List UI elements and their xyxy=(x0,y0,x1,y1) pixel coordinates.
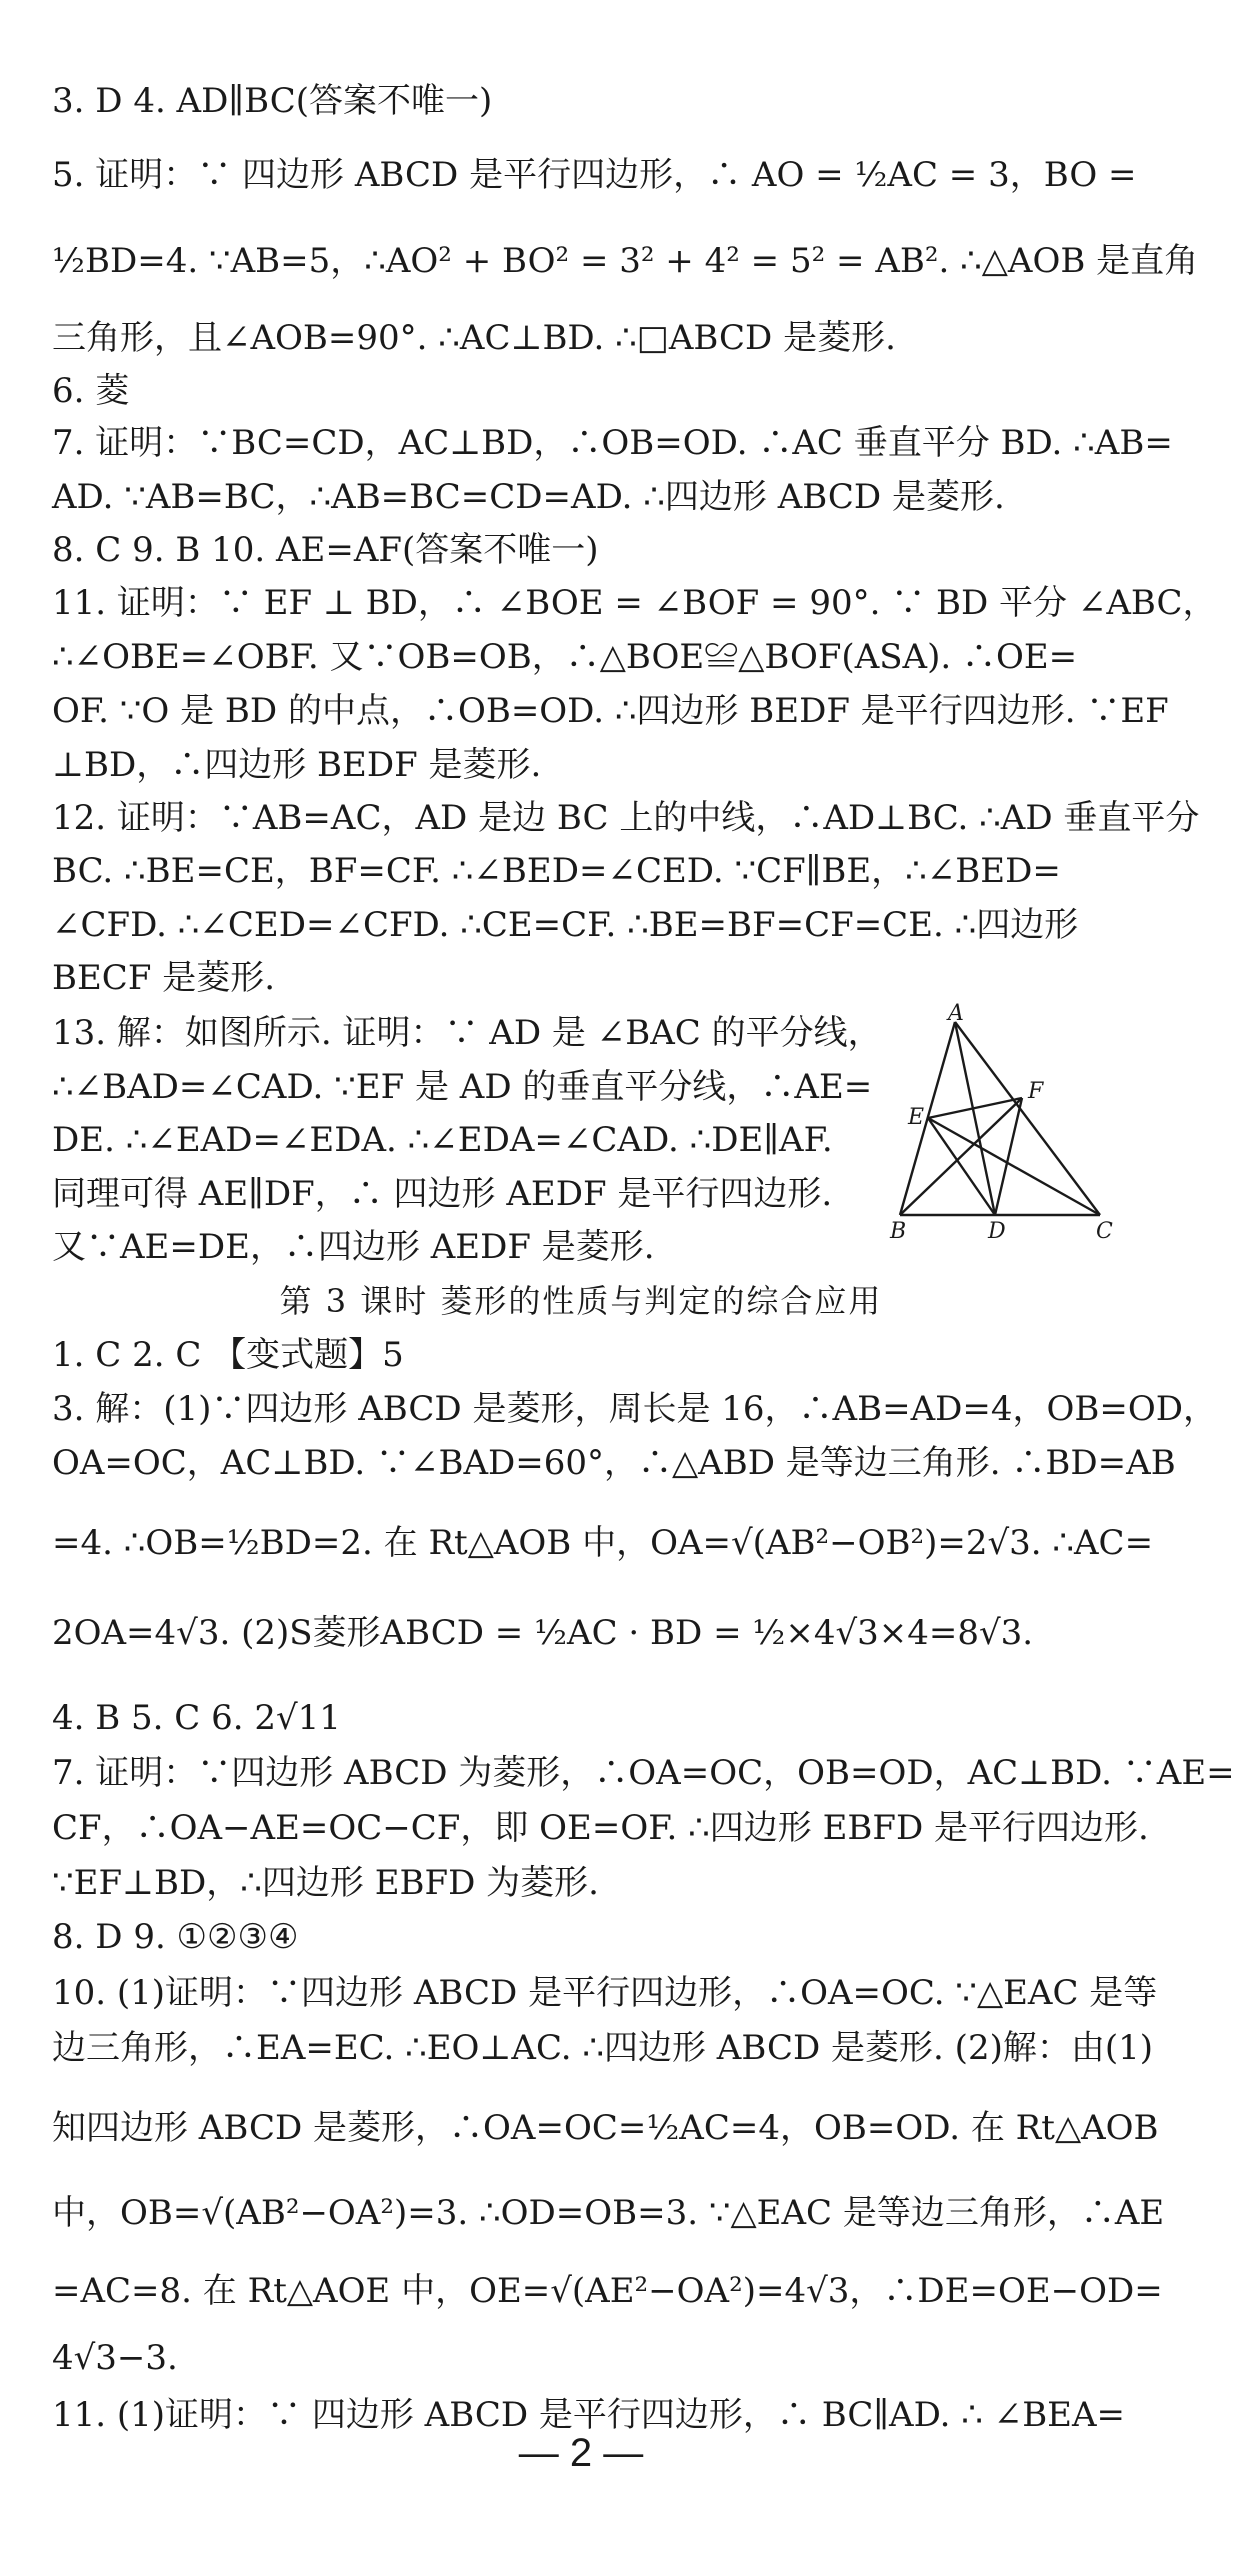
text-line: 同理可得 AE∥DF，∴ 四边形 AEDF 是平行四边形. xyxy=(52,1174,833,1214)
triangle-figure xyxy=(890,1001,1130,1244)
text-line: =AC=8. 在 Rt△AOE 中，OE=√(AE²−OA²)=4√3，∴DE=OE−OD= xyxy=(52,2271,1163,2311)
label-c: C xyxy=(1096,1219,1113,1244)
text-line: ½BD=4. ∵AB=5，∴AO² + BO² = 3² + 4² = 5² = AB². ∴△AOB 是直角 xyxy=(52,241,1199,281)
text-line: 4. B 5. C 6. 2√11 xyxy=(52,1698,341,1738)
text-line: 知四边形 ABCD 是菱形，∴OA=OC=½AC=4，OB=OD. 在 Rt△AOB xyxy=(52,2108,1159,2148)
text-line: 又∵AE=DE，∴四边形 AEDF 是菱形. xyxy=(52,1227,655,1267)
text-line: 6. 菱 xyxy=(52,371,130,411)
label-a: A xyxy=(948,1001,964,1026)
text-line: 4√3−3. xyxy=(52,2338,178,2378)
page-number: — 2 — xyxy=(518,2431,644,2475)
text-line: AD. ∵AB=BC，∴AB=BC=CD=AD. ∴四边形 ABCD 是菱形. xyxy=(52,477,1005,517)
segment-ac xyxy=(955,1022,1100,1215)
text-line: 11. (1)证明：∵ 四边形 ABCD 是平行四边形，∴ BC∥AD. ∴ ∠BEA= xyxy=(52,2395,1126,2435)
text-line: 7. 证明：∵四边形 ABCD 为菱形，∴OA=OC，OB=OD，AC⊥BD. ∵AE= xyxy=(52,1753,1235,1793)
text-line: 10. (1)证明：∵四边形 ABCD 是平行四边形，∴OA=OC. ∵△EAC 是等 xyxy=(52,1973,1158,2013)
text-line: 13. 解：如图所示. 证明：∵ AD 是 ∠BAC 的平分线， xyxy=(52,1013,882,1053)
text-line: ∴∠BAD=∠CAD. ∵EF 是 AD 的垂直平分线，∴AE= xyxy=(52,1067,873,1107)
text-line: ⊥BD，∴四边形 BEDF 是菱形. xyxy=(52,745,542,785)
text-line: OA=OC，AC⊥BD. ∵∠BAD=60°，∴△ABD 是等边三角形. ∴BD=AB xyxy=(52,1443,1176,1483)
text-line: 边三角形，∴EA=EC. ∴EO⊥AC. ∴四边形 ABCD 是菱形. (2)解：由(1) xyxy=(52,2028,1153,2068)
text-line: 3. D 4. AD∥BC(答案不唯一) xyxy=(52,81,493,121)
text-line: DE. ∴∠EAD=∠EDA. ∴∠EDA=∠CAD. ∴DE∥AF. xyxy=(52,1120,833,1160)
text-line: ∴∠OBE=∠OBF. 又∵OB=OB，∴△BOE≌△BOF(ASA). ∴OE= xyxy=(52,637,1078,677)
text-line: 三角形，且∠AOB=90°. ∴AC⊥BD. ∴□ABCD 是菱形. xyxy=(52,318,896,358)
text-line: OF. ∵O 是 BD 的中点，∴OB=OD. ∴四边形 BEDF 是平行四边形. ∵EF xyxy=(52,691,1169,731)
section-heading: 第 3 课时 菱形的性质与判定的综合应用 xyxy=(279,1282,883,1320)
text-line: ∠CFD. ∴∠CED=∠CFD. ∴CE=CF. ∴BE=BF=CF=CE. ∴四边形 xyxy=(52,905,1079,945)
text-line: 8. C 9. B 10. AE=AF(答案不唯一) xyxy=(52,530,599,570)
label-d: D xyxy=(988,1219,1006,1244)
text-line: 2OA=4√3. (2)S菱形ABCD = ½AC · BD = ½×4√3×4=8√3. xyxy=(52,1613,1034,1653)
text-line: =4. ∴OB=½BD=2. 在 Rt△AOB 中，OA=√(AB²−OB²)=2√3. ∴AC= xyxy=(52,1523,1154,1563)
text-line: 中，OB=√(AB²−OA²)=3. ∴OD=OB=3. ∵△EAC 是等边三角形，∴AE xyxy=(52,2193,1165,2233)
text-line: 11. 证明：∵ EF ⊥ BD，∴ ∠BOE = ∠BOF = 90°. ∵ BD 平分 ∠ABC， xyxy=(52,583,1217,623)
text-line: ∵EF⊥BD，∴四边形 EBFD 为菱形. xyxy=(52,1863,599,1903)
segment-fd xyxy=(995,1098,1022,1215)
text-line: CF，∴OA−AE=OC−CF，即 OE=OF. ∴四边形 EBFD 是平行四边形. xyxy=(52,1808,1149,1848)
text-line: 12. 证明：∵AB=AC，AD 是边 BC 上的中线，∴AD⊥BC. ∴AD 垂直平分 xyxy=(52,798,1200,838)
text-line: BC. ∴BE=CE，BF=CF. ∴∠BED=∠CED. ∵CF∥BE，∴∠BED= xyxy=(52,851,1061,891)
text-line: 3. 解：(1)∵四边形 ABCD 是菱形，周长是 16，∴AB=AD=4，OB=OD， xyxy=(52,1389,1217,1429)
text-line: 5. 证明：∵ 四边形 ABCD 是平行四边形，∴ AO = ½AC = 3，BO = xyxy=(52,155,1137,195)
text-line: 8. D 9. ①②③④ xyxy=(52,1917,299,1957)
text-line: 7. 证明：∵BC=CD，AC⊥BD，∴OB=OD. ∴AC 垂直平分 BD. ∴AB= xyxy=(52,423,1173,463)
label-f: F xyxy=(1028,1079,1044,1104)
text-line: 1. C 2. C 【变式题】5 xyxy=(52,1335,404,1375)
text-line: BECF 是菱形. xyxy=(52,958,276,998)
label-e: E xyxy=(908,1105,925,1130)
label-b: B xyxy=(890,1219,907,1244)
